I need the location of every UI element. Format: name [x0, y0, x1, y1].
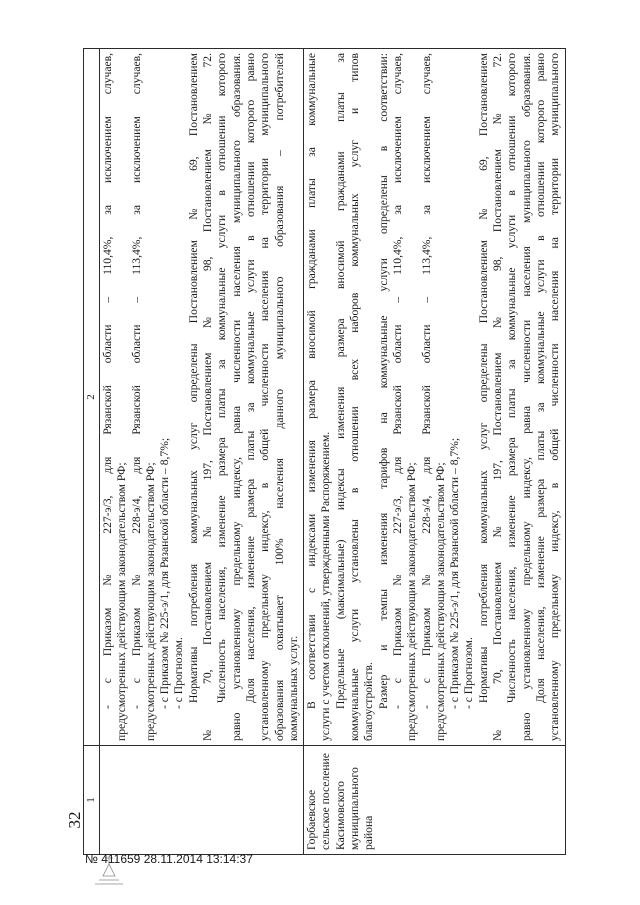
text-line: - с Прогнозом. — [462, 637, 476, 709]
document-number: № 411659 28.11.2014 13:14:37 — [85, 852, 253, 866]
content-table — [83, 48, 566, 855]
text-line: Численность населения, изменение размера платы за коммунальные услуги в отношении которого — [505, 53, 519, 703]
text-line: Численность населения, изменение размера платы за коммунальные услуги в отношении которого — [215, 53, 229, 703]
text-line: Размер и темпы изменения тарифов на коммунальные услуги определены в соответствии: — [376, 53, 390, 709]
text-line: равно установленному предельному индексу, равна численности населения муниципального образования. — [229, 53, 243, 741]
description-cell — [304, 49, 565, 746]
description-cell — [100, 49, 304, 746]
municipality-line: района — [362, 815, 376, 850]
text-line: Доля населения, изменение размера платы за коммунальные услуги в отношении которого равно — [533, 53, 547, 703]
text-line: предусмотренных действующим законодательством РФ; — [115, 462, 129, 741]
municipality-line: сельское поселение — [319, 753, 333, 850]
text-line: - с Приказом № 228-э/4, для Рязанской области – 113,4%, за исключением случаев, — [419, 53, 433, 709]
text-line: - с Приказом № 227-э/3, для Рязанской области – 110,4%, за исключением случаев, — [101, 53, 114, 709]
text-line: № 70, Постановлением № 197, Постановлением № 98, Постановлением № 72. — [491, 53, 505, 741]
header-cell-1: 1 — [84, 746, 100, 855]
text-line: образования охватывает 100% населения данного муниципального образования – потребителей — [272, 53, 286, 741]
header-cell-2: 2 — [84, 49, 100, 746]
text-line: Нормативы потребления коммунальных услуг определены Постановлением № 69, Постановлением — [186, 53, 200, 703]
table-header-row — [84, 49, 100, 855]
text-line: установленному предельному индексу, в общей численности населения на территории муниципального — [548, 53, 562, 741]
content-table-body — [84, 49, 566, 855]
page-number-text: 32 — [65, 811, 84, 829]
text-line: - с Приказом № 225-э/1, для Рязанской области – 8,7%; — [448, 437, 462, 709]
text-line: предусмотренных действующим законодательством РФ; — [433, 462, 447, 741]
text-line: В соответствии с индексами изменения размера вносимой гражданами платы за коммунальные — [305, 53, 319, 709]
text-line: услуги с учетом отклонений, утвержденными Распоряжением. — [319, 431, 333, 741]
registration-stamp — [85, 838, 345, 898]
text-line: коммунальные услуги установлены в отношении всех наборов коммунальных услуг и типов — [348, 53, 362, 741]
text-line: - с Прогнозом. — [172, 637, 186, 709]
text-line: № 70, Постановлением № 197, Постановлением № 98, Постановлением № 72. — [201, 53, 215, 741]
municipality-line: Горбаевское — [305, 789, 319, 850]
table-row — [100, 49, 304, 855]
municipality-line: муниципального — [348, 767, 362, 850]
text-line: Предельные (максимальные) индексы изменения размера вносимой гражданами платы за — [333, 53, 347, 709]
text-line: - с Приказом № 225-э/1, для Рязанской области – 8,7%; — [158, 437, 172, 709]
rotated-content — [60, 55, 580, 855]
text-line: установленному предельному индексу, в общей численности населения на территории муниципального — [258, 53, 272, 741]
table-row — [304, 49, 565, 855]
text-line: - с Приказом № 228-э/4, для Рязанской области – 113,4%, за исключением случаев, — [129, 53, 143, 709]
municipality-line: Касимовского — [333, 781, 347, 850]
text-line: Нормативы потребления коммунальных услуг определены Постановлением № 69, Постановлением — [476, 53, 490, 703]
text-line: Доля населения, изменение размера платы за коммунальные услуги в отношении которого равно — [243, 53, 257, 703]
text-line: - с Приказом № 227-э/3, для Рязанской области – 110,4%, за исключением случаев, — [390, 53, 404, 709]
text-line: коммунальных услуг. — [286, 635, 300, 741]
text-line: предусмотренных действующим законодательством РФ; — [143, 462, 157, 741]
text-line: благоустройств. — [362, 662, 376, 741]
text-line: равно установленному предельному индексу, равна численности населения муниципального образования. — [519, 53, 533, 741]
text-line: предусмотренных действующим законодательством РФ; — [405, 462, 419, 741]
